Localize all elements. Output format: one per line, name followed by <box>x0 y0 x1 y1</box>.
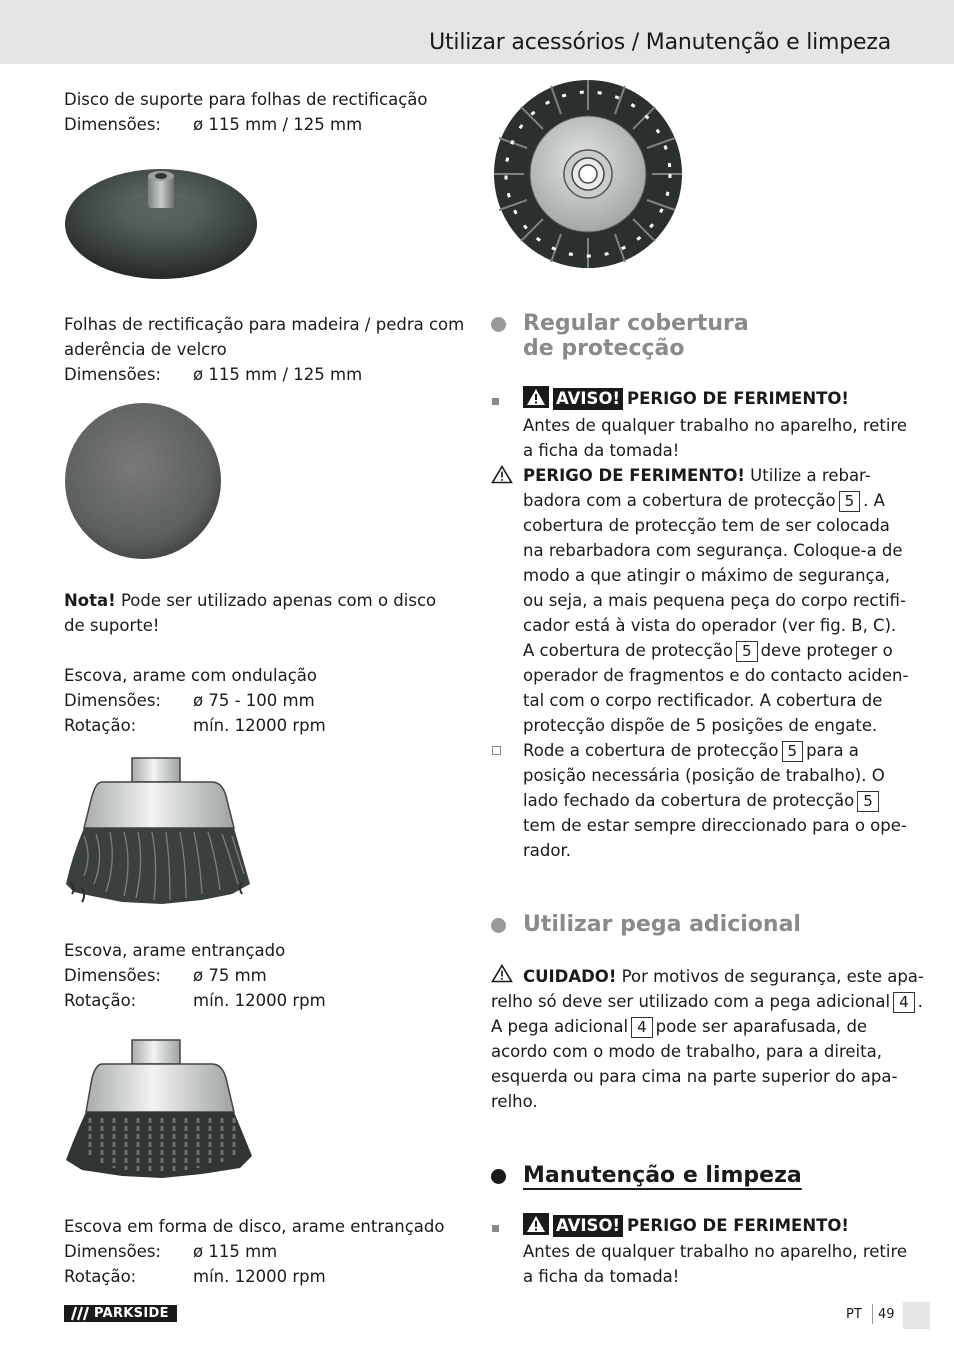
section1-para-line9: operador de fragmentos e do contacto aciden- <box>523 666 909 685</box>
section1-para-line10: tal com o corpo rectificador. A cobertura de <box>523 691 883 710</box>
item5-rotation: Rotação: mín. 12000 rpm <box>64 1267 326 1286</box>
item3-dimensions: Dimensões: ø 75 - 100 mm <box>64 691 315 710</box>
section3-warning-line1: Antes de qualquer trabalho no aparelho, retire <box>523 1242 908 1261</box>
page-header <box>0 0 954 64</box>
section1-warning-bullet <box>492 398 499 405</box>
item4-dimensions: Dimensões: ø 75 mm <box>64 966 267 985</box>
section1-step-line3: lado fechado da cobertura de protecção 5 <box>523 788 882 813</box>
caution-triangle-icon <box>491 465 513 484</box>
item3-rotation: Rotação: mín. 12000 rpm <box>64 716 326 735</box>
item2-dimensions: Dimensões: ø 115 mm / 125 mm <box>64 365 363 384</box>
item3-title: Escova, arame com ondulação <box>64 666 317 685</box>
ref-number-4: 4 <box>893 992 915 1013</box>
item5-title: Escova em forma de disco, arame entrançado <box>64 1217 445 1236</box>
section1-para-line11: protecção dispõe de 5 posições de engate. <box>523 716 878 735</box>
crimped-cup-brush-image <box>62 756 256 908</box>
item1-title: Disco de suporte para folhas de rectificação <box>64 90 428 109</box>
ref-number-4: 4 <box>631 1017 653 1038</box>
section3-warning-line2: a ficha da tomada! <box>523 1267 680 1286</box>
ref-number-5: 5 <box>736 641 758 662</box>
section3-warning-bullet <box>492 1225 499 1232</box>
ref-number-5: 5 <box>857 791 879 812</box>
section1-para-line4: na rebarbadora com segurança. Coloque-a de <box>523 541 903 560</box>
section1-para-line2: badora com a cobertura de protecção 5 . A <box>523 491 885 510</box>
section2-heading: Utilizar pega adicional <box>523 912 801 937</box>
section3-warning-title: AVISO! PERIGO DE FERIMENTO! <box>523 1213 849 1238</box>
knotted-cup-brush-image <box>62 1038 256 1182</box>
section2-bullet <box>491 918 506 933</box>
section1-para-line1: PERIGO DE FERIMENTO! Utilize a rebar- <box>523 466 871 485</box>
disc-brush-image <box>491 78 685 270</box>
page-corner-box <box>903 1302 930 1329</box>
section3-heading: Manutenção e limpeza <box>523 1163 802 1188</box>
section1-warning-line1: Antes de qualquer trabalho no aparelho, retire <box>523 416 908 435</box>
section1-warning-line2: a ficha da tomada! <box>523 441 680 460</box>
step-bullet-icon <box>492 746 501 755</box>
item2-title-line1: Folhas de rectificação para madeira / pedra com <box>64 315 465 334</box>
item4-rotation: Rotação: mín. 12000 rpm <box>64 991 326 1010</box>
section2-para-line4: acordo com o modo de trabalho, para a direita, <box>491 1042 882 1061</box>
section1-step-line5: rador. <box>523 841 571 860</box>
section2-para-line6: relho. <box>491 1092 538 1111</box>
note-line2: de suporte! <box>64 616 160 635</box>
parkside-logo: PARKSIDE <box>64 1305 177 1322</box>
section2-para-line2: relho só deve ser utilizado com a pega adicional 4 . <box>491 992 923 1011</box>
ref-number-5: 5 <box>782 741 804 762</box>
ref-number-5: 5 <box>839 491 861 512</box>
item5-dimensions: Dimensões: ø 115 mm <box>64 1242 278 1261</box>
warning-triangle-icon <box>523 1213 549 1235</box>
item2-title-line2: aderência de velcro <box>64 340 227 359</box>
item4-title: Escova, arame entrançado <box>64 941 286 960</box>
section1-bullet <box>491 317 506 332</box>
caution-triangle-icon <box>491 964 513 983</box>
section1-heading-line2: de protecção <box>523 336 685 361</box>
sanding-sheet-image <box>64 402 222 560</box>
section1-warning-title: AVISO! PERIGO DE FERIMENTO! <box>523 386 849 411</box>
section1-para-line5: modo a que atingir o máximo de segurança, <box>523 566 890 585</box>
section3-bullet <box>491 1169 506 1184</box>
logo-stripes-icon <box>68 1305 90 1322</box>
section1-heading-line1: Regular cobertura <box>523 311 749 336</box>
page-title: Utilizar acessórios / Manutenção e limpeza <box>429 30 891 55</box>
note-line1: Nota! Pode ser utilizado apenas com o disco <box>64 591 437 610</box>
page-number: 49 <box>878 1307 895 1322</box>
section1-step-line1: Rode a cobertura de protecção 5 para a <box>523 741 859 760</box>
section1-para-line8: A cobertura de protecção 5 deve proteger o <box>523 641 893 660</box>
footer-separator <box>872 1304 873 1324</box>
section2-para-line3: A pega adicional 4 pode ser aparafusada, de <box>491 1017 868 1036</box>
section2-para-line1: CUIDADO! Por motivos de segurança, este apa- <box>523 967 924 986</box>
section1-step-line2: posição necessária (posição de trabalho). O <box>523 766 885 785</box>
section1-para-line3: cobertura de protecção tem de ser colocada <box>523 516 890 535</box>
item1-dimensions: Dimensões: ø 115 mm / 125 mm <box>64 115 363 134</box>
section1-para-line6: ou seja, a mais pequena peça do corpo rectifi- <box>523 591 906 610</box>
language-code: PT <box>846 1307 862 1322</box>
backing-disc-image <box>64 168 258 280</box>
warning-triangle-icon <box>523 386 549 408</box>
section2-para-line5: esquerda ou para cima na parte superior do apa- <box>491 1067 898 1086</box>
section1-para-line7: cador está à vista do operador (ver fig. B, C). <box>523 616 897 635</box>
section1-step-line4: tem de estar sempre direccionado para o ope- <box>523 816 907 835</box>
